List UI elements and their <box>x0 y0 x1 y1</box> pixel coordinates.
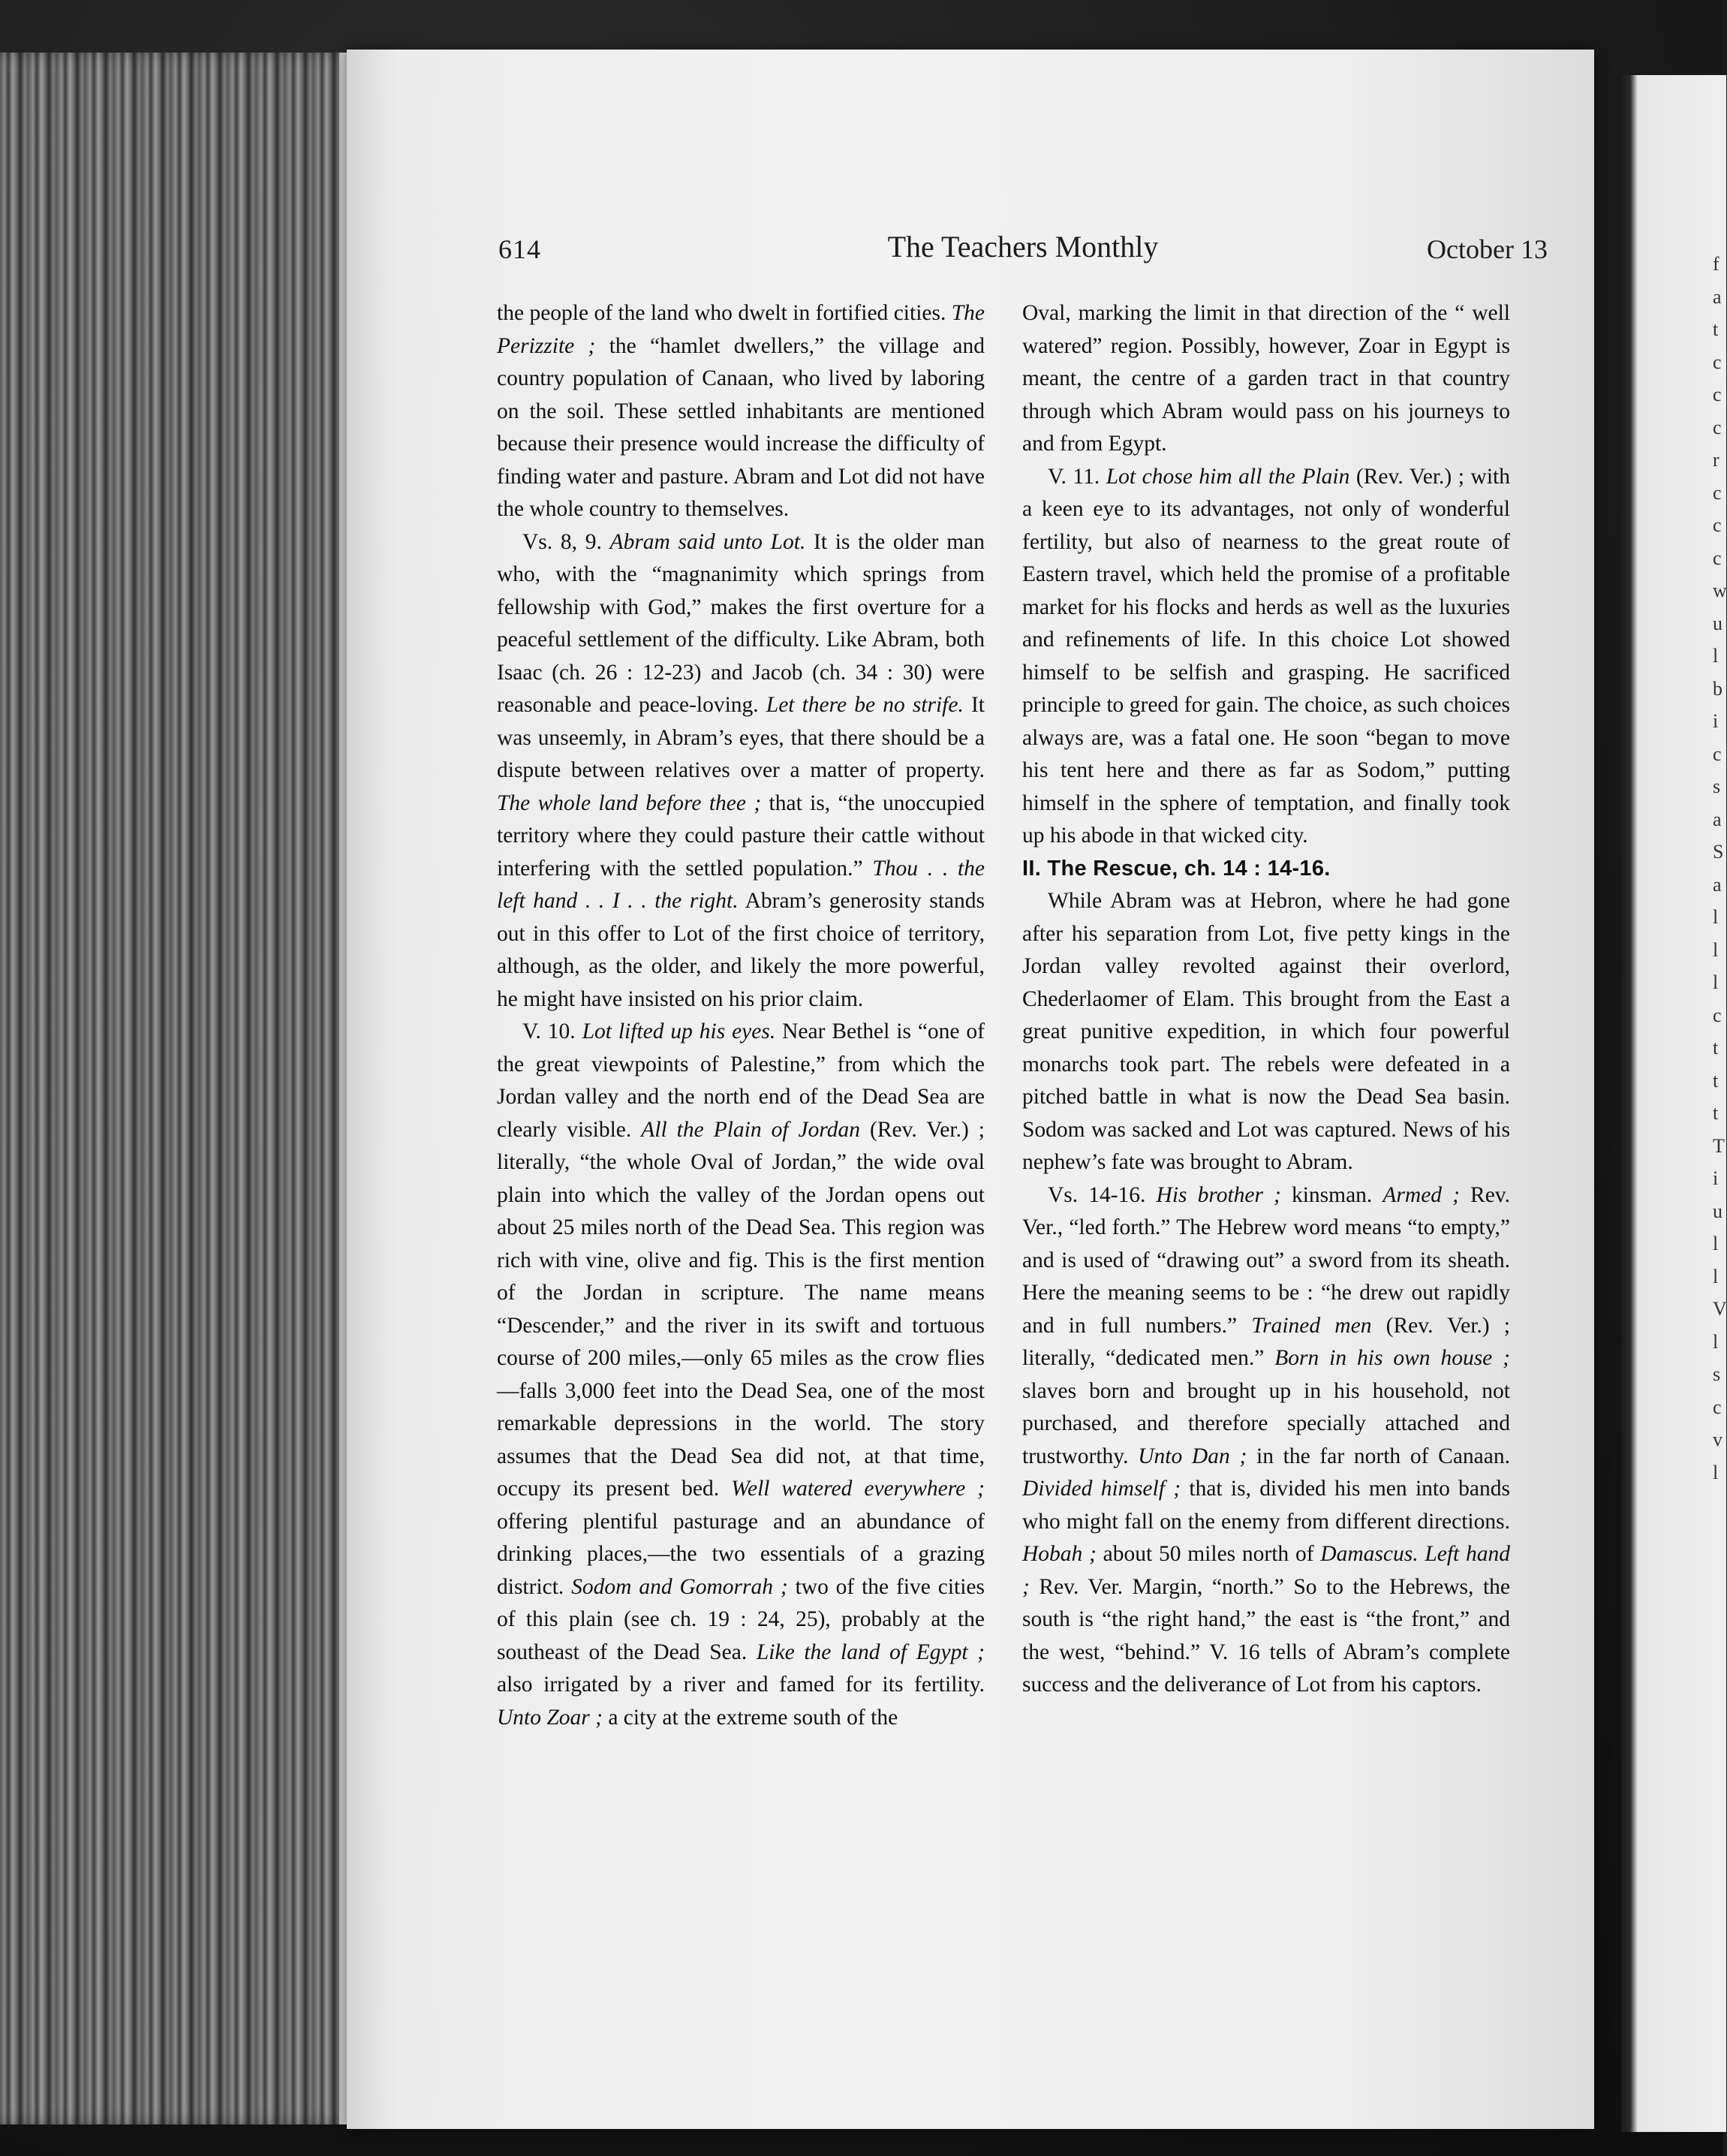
paragraph <box>1022 461 1510 853</box>
section-heading: II. The Rescue, ch. 14 : 14-16. <box>1022 856 1331 881</box>
italic-phrase: Unto Zoar ; <box>497 1705 603 1730</box>
text-run: the “hamlet dwellers,” the village and country population of Canaan, who lived by laboring on the soil. These settled inhabitants are mentioned because their presence would increase the difficulty of finding water and pasture. Abram and Lot did not have the whole country to themselves. <box>497 333 985 521</box>
text-run: two of the five cities of this plain (see ch. 19 : 24, 25), probably at the southeast of the Dead Sea. <box>497 1574 985 1664</box>
paragraph <box>1022 885 1510 1179</box>
text-run: a city at the extreme south of the <box>602 1705 898 1730</box>
next-page-text-fragments: f a t c c c r c c c w u l b i c s a S a l l l c t t t T i u l l V l s c v l <box>1713 253 1727 1483</box>
text-run: (Rev. Ver.) ; literally, “the whole Oval of Jordan,” the wide oval plain into which the valley of the Jordan opens out about 25 miles north of the Dead Sea. This region was rich with vine, olive and fig. This is the first mention of the Jordan in scripture. The name means “Descender,” and the river in its swift and tortuous course of 200 miles,—only 65 miles as the crow flies—falls 3,000 feet into the Dead Sea, one of the most remarkable depressions in the world. The story assumes that the Dead Sea did not, at that time, occupy its present bed. <box>497 1117 985 1501</box>
next-page-edge <box>1621 75 1726 2132</box>
italic-phrase: All the Plain of Jordan <box>641 1117 861 1142</box>
italic-phrase: Abram said unto Lot. <box>609 529 806 554</box>
text-run: in the far north of Canaan. <box>1247 1444 1510 1468</box>
right-text-column <box>1022 297 1510 1702</box>
italic-phrase: Armed ; <box>1383 1182 1460 1207</box>
text-run: kinsman. <box>1280 1182 1383 1207</box>
text-run: Near Bethel is “one of the great viewpoints of Palestine,” from which the Jordan valley and the north end of the Dead Sea are clearly visible. <box>497 1019 985 1142</box>
text-run: that is, “the unoccupied territory where they could pasture their cattle without interfering with the settled population.” <box>497 790 985 881</box>
page-number: 614 <box>498 234 541 264</box>
paragraph <box>497 297 985 526</box>
italic-phrase: Sodom and Gomorrah ; <box>571 1574 788 1599</box>
text-run: Rev. Ver., “led forth.” The Hebrew word means “to empty,” and is used of “drawing out” a sword from its sheath. Here the meaning seems to be : “he drew out rapidly and in full numbers.” <box>1022 1182 1511 1338</box>
italic-phrase: Lot chose him all the Plain <box>1106 464 1350 489</box>
text-run: Oval, marking the limit in that direction of the “ well watered” region. Possibly, however, Zoar in Egypt is meant, the centre of a garden tract in that country through which Abram would pass on his journeys to and from Egypt. <box>1022 301 1510 456</box>
left-text-column <box>497 297 985 1734</box>
text-run: also irrigated by a river and famed for its fertility. <box>497 1673 985 1697</box>
italic-phrase: The whole land before thee ; <box>497 790 762 815</box>
paragraph <box>1022 1179 1510 1702</box>
italic-phrase: Let there be no strife. <box>766 693 964 717</box>
book-page-edges <box>0 53 353 2124</box>
italic-phrase: Born in his own house ; <box>1274 1346 1510 1370</box>
text-run: offering plentiful pasturage and an abundance of drinking places,—the two essentials of a grazing district. <box>497 1509 985 1599</box>
text-run: V. 10. <box>522 1019 582 1043</box>
text-run: (Rev. Ver.) ; with a keen eye to its advantages, not only of wonderful fertility, but also of nearness to the great route of Eastern travel, which held the promise of a profitable market for his flocks and herds as well as the luxuries and refinements of life. In this choice Lot showed himself to be selfish and grasping. He sacrificed principle to greed for gain. The choice, as such choices always are, was a fatal one. He soon “began to move his tent here and there as far as Sodom,” putting himself in the sphere of temptation, and finally took up his abode in that wicked city. <box>1022 464 1510 848</box>
text-run: that is, divided his men into bands who might fall on the enemy from different directions. <box>1022 1477 1510 1534</box>
italic-phrase: Divided himself ; <box>1022 1477 1181 1501</box>
text-run: about 50 miles north of <box>1096 1542 1321 1566</box>
text-run: Rev. Ver. Margin, “north.” So to the Hebrews, the south is “the right hand,” the east is “the front,” and the west, “behind.” V. 16 tells of Abram’s complete success and the deliverance of Lot from his captors. <box>1022 1574 1510 1697</box>
text-run: Vs. 8, 9. <box>522 529 610 554</box>
text-run: It is the older man who, with the “magnanimity which springs from fellowship with God,” makes the first overture for a peaceful settlement of the difficulty. Like Abram, both Isaac (ch. 26 : 12-23) and Jacob (ch. 34 : 30) were reasonable and peace-loving. <box>497 529 985 717</box>
italic-phrase: Thou . . the left hand . . I . . the right. <box>497 856 985 913</box>
italic-phrase: His brother ; <box>1156 1182 1281 1207</box>
page-header <box>498 229 1548 274</box>
italic-phrase: Unto Dan ; <box>1138 1444 1247 1468</box>
italic-phrase: Hobah ; <box>1022 1542 1097 1566</box>
paragraph <box>497 1016 985 1734</box>
text-run: V. 11. <box>1048 464 1106 489</box>
italic-phrase: Damascus. Left hand ; <box>1022 1542 1511 1599</box>
text-run: It was unseemly, in Abram’s eyes, that there should be a dispute between relatives over a matter of property. <box>497 693 985 782</box>
text-run: (Rev. Ver.) ; literally, “dedicated men.” <box>1022 1313 1510 1370</box>
running-title: The Teachers Monthly <box>887 230 1159 263</box>
italic-phrase: Like the land of Egypt ; <box>756 1640 985 1664</box>
issue-date: October 13 <box>1427 234 1548 264</box>
italic-phrase: Trained men <box>1251 1313 1372 1338</box>
text-run: While Abram was at Hebron, where he had gone after his separation from Lot, five petty kings in the Jordan valley revolted against their overlord, Chederlaomer of Elam. This brought from the East a great punitive expedition, in which four powerful monarchs took part. The rebels were defeated in a pitched battle in what is now the Dead Sea basin. Sodom was sacked and Lot was captured. News of his nephew’s fate was brought to Abram. <box>1022 889 1510 1174</box>
text-run: the people of the land who dwelt in fortified cities. <box>497 301 952 325</box>
text-run: Abram’s generosity stands out in this offer to Lot of the first choice of territory, although, as the older, and likely the more powerful, he might have insisted on his prior claim. <box>497 889 985 1011</box>
text-run: Vs. 14-16. <box>1048 1182 1157 1207</box>
paragraph <box>1022 297 1510 461</box>
italic-phrase: The Perizzite ; <box>497 301 985 358</box>
italic-phrase: Lot lifted up his eyes. <box>582 1019 776 1043</box>
text-run: slaves born and brought up in his household, not purchased, and therefore specially attached and trustworthy. <box>1022 1378 1510 1468</box>
paragraph <box>497 526 985 1016</box>
italic-phrase: Well watered everywhere ; <box>731 1477 985 1501</box>
